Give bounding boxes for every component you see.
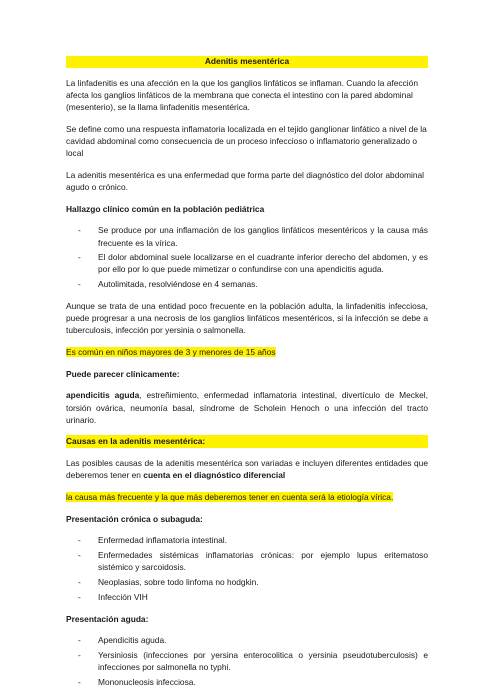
dash-marker: - [78, 252, 81, 263]
list-item: - Enfermedades sistémicas inflamatorias crónicas: por ejemplo lupus eritematoso sistémico y sarcoidosis. [78, 550, 428, 573]
dash-marker: - [78, 649, 81, 660]
heading-hallazgo: Hallazgo clínico común en la población pediátrica [66, 203, 265, 214]
dash-marker: - [78, 676, 81, 687]
paragraph-differential: apendicitis aguda, estreñimiento, enfermedad inflamatoria intestinal, divertículo de Meckel, torsión ovárica, neumonía basal, síndrome de Scholein Henoch o una infección del tracto urinario. [66, 390, 428, 425]
heading-aguda: Presentación aguda: [66, 613, 149, 624]
heading-causas: Causas en la adenitis mesentérica: [66, 435, 428, 447]
dash-marker: - [78, 577, 81, 588]
paragraph-definition: La linfadenitis es una afección en la que los ganglios linfáticos se inflaman. Cuando la afección afecta los ganglios linfáticos de la membrana que conecta el intestino con la pared abdominal (mesenterio), se la llama linfadenitis mesentérica. [66, 77, 418, 112]
highlight-age: Es común en niños mayores de 3 y menores de 15 años [66, 346, 276, 357]
paragraph-viral [66, 491, 428, 503]
list-item: - Mononucleosis infecciosa. [78, 676, 196, 687]
list-item: - Se produce por una inflamación de los ganglios linfáticos mesentéricos y la causa más frecuente es la vírica. [78, 225, 428, 248]
paragraph-diagnosis: La adenitis mesentérica es una enfermedad que forma parte del diagnóstico del dolor abdominal agudo o crónico. [66, 169, 425, 192]
dash-marker: - [78, 591, 81, 602]
list-aguda [66, 634, 428, 688]
dash-marker: - [78, 279, 81, 290]
list-item: - Neoplasias, sobre todo linfoma no hodgkin. [78, 577, 259, 588]
dash-marker: - [78, 535, 81, 546]
list-item: - Yersiniosis (infecciones por yersina enterocolitica o yersinia pseudotuberculosis) e infecciones por salmonella no typhi. [78, 649, 428, 673]
paragraph-causes: Las posibles causas de la adenitis mesentérica son variadas e incluyen diferentes entidades que deberemos tener en cuenta en el diagnóstico diferencial [66, 458, 428, 481]
paragraph-adult: Aunque se trata de una entidad poco frecuente en la población adulta, la linfadenitis infecciosa, puede progresar a una necrosis de los ganglios linfáticos mesentéricos, si la infección se debe a tuberculosis, infección por yersinia o salmonella. [66, 300, 428, 336]
list-hallazgo [66, 224, 428, 290]
heading-parecer: Puede parecer clínicamente: [66, 368, 180, 379]
list-item: - Autolimitada, resolviéndose en 4 semanas. [78, 279, 258, 290]
paragraph-response: Se define como una respuesta inflamatoria localizada en el tejido ganglionar linfático a nivel de la cavidad abdominal como consecuencia de un proceso infeccioso o inflamatorio generalizado o local [66, 123, 427, 159]
dash-marker: - [78, 225, 81, 236]
list-item: - El dolor abdominal suele localizarse en el cuadrante inferior derecho del abdomen, y es por ello por lo que puede mimetizar o confundirse con una apendicitis aguda. [78, 252, 428, 275]
list-item: - Apendicitis aguda. [78, 635, 167, 646]
bold-apendicitis: apendicitis aguda [66, 390, 140, 401]
dash-marker: - [78, 550, 81, 561]
paragraph-age [66, 346, 428, 358]
list-cronica [66, 534, 428, 603]
bold-diagnostico: cuenta en el diagnóstico diferencial [143, 470, 286, 481]
document-title: Adenitis mesentérica [66, 56, 428, 68]
heading-cronica: Presentación crónica o subaguda: [66, 513, 203, 524]
highlight-viral: la causa más frecuente y la que más deberemos tener en cuenta será la etiología vírica. [66, 492, 394, 503]
list-item: - Enfermedad inflamatoria intestinal. [78, 535, 227, 546]
list-item: - Infección VIH [78, 591, 148, 602]
dash-marker: - [78, 635, 81, 646]
